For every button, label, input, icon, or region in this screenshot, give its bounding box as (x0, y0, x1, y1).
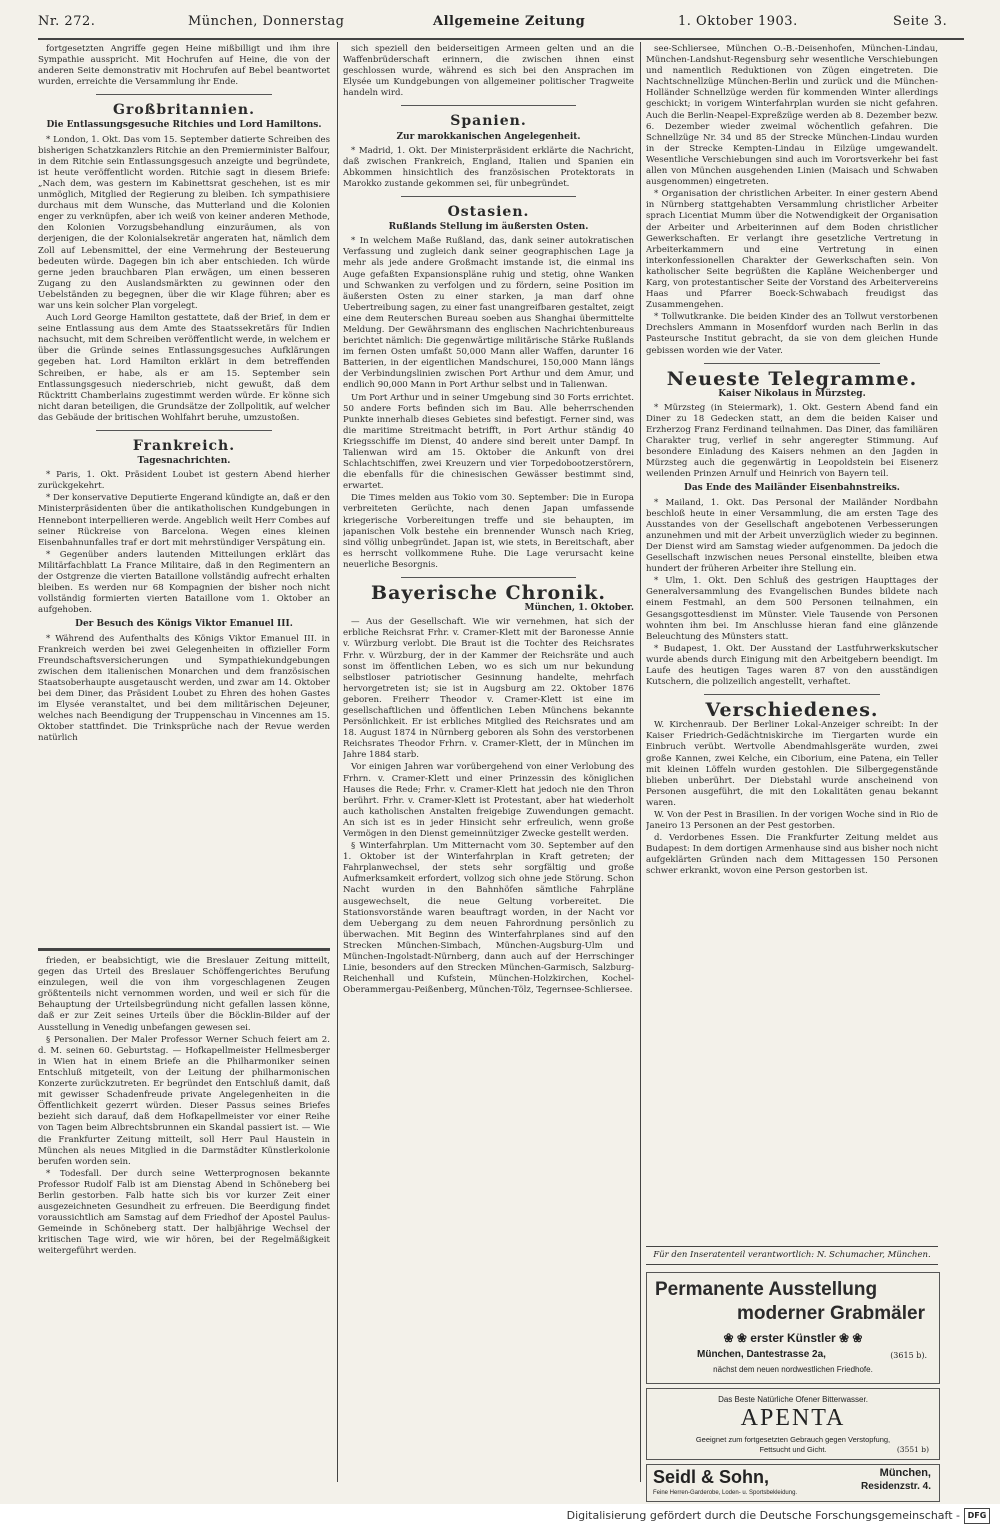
article-text: * Mürzsteg (in Steiermark), 1. Okt. Gestern Abend fand ein Diner zu 18 Gedecken statt, an dem die beiden Kaiser und Erzherzog Franz Ferdinand teilnahmen. Das Diner, das familiären Charakter trug, verlief in sehr angeregter Stimmung. Auf besondere Einladung des Kaisers nehmen an den Jagden in Mürzsteg auch die gegenwärtig in Leopoldstein bei Eisenerz weilenden Prinzen Arnulf und Heinrich von Bayern teil. (646, 402, 938, 480)
article-text: § Winterfahrplan. Um Mitternacht vom 30. September auf den 1. Oktober ist der Winterfahrplan in Kraft getreten; der Fahrplanwechsel, der stets sehr sorgfältig und große Aufmerksamkeit erfordert, vollzog sich ohne jede Störung. Schon Nacht wurden in den Bahnhöfen sämtliche Fahrpläne ausgewechselt, die neue Geltung vorbereitet. Die Stationsvorstände waren beauftragt worden, in der Nacht vor dem Uebergang zu dem neuen Fahrordnung persönlich zu überwachen. Mit Beginn des Winterfahrplanes sind auf den Strecken München-Simbach, München-Augsburg-Ulm und München-Ingolstadt-Nürnberg, dann auch auf der Herrschinger Linie, besonders auf den Strecken München-Garmisch, Salzburg-Reichenhall und Kufstein, München-Holzkirchen, Kochel-Oberammergau-Peißenberg, München-Tölz, Tegernsee-Schliersee. (343, 841, 634, 996)
section-heading: Verschiedenes. (705, 699, 879, 722)
article-text: — Aus der Gesellschaft. Wie wir vernehmen, hat sich der erbliche Reichsrat Frhr. v. Cramer-Klett mit der Baronesse Annie v. Würzburg verlobt. Die Braut ist die Tochter des Reichsrates Frhr. v. Würzburg, der in der Kammer der Reichsräte und auch sonst im öffentlichen Leben, wo es sich um nur bekundung selbstloser patriotischer Gesinnung handelte, mehrfach hervorgetreten ist; sie ist in Augsburg am 22. Oktober 1876 geboren. Freiherr Theodor v. Cramer-Klett ist eine im gesellschaftlichen und öffentlichen Leben Münchens bekannte Persönlichkeit. Er ist erbliches Mitglied des Reichsrates und am 18. August 1874 in Nürnberg geboren als Sohn des verstorbenen Reichsrates Theodor Frhrn. v. Cramer-Klett, der in München im Jahre 1884 starb. (343, 617, 634, 761)
column-2 (343, 44, 634, 1482)
article-text: fortgesetzten Angriffe gegen Heine mißbilligt und ihm ihre Sympathie ausspricht. Mit Hochrufen auf Heine, die von der anderen Seite demonstrativ mit Hochrufen auf Bebel beantwortet wurden, erreichte die Versammlung ihr Ende. (38, 44, 330, 88)
article-text: * Tollwutkranke. Die beiden Kinder des an Tollwut verstorbenen Drechslers Ammann in Mosenfdorf wurden nach Berlin in das Pasteursche Institut gebracht, da sie von dem gleichen Hunde gebissen worden wie der Vater. (646, 312, 938, 356)
article-text: § Personalien. Der Maler Professor Werner Schuch feiert am 2. d. M. seinen 60. Geburtstag. — Hofkapellmeister Hellmesberger in Wien hat in einem Briefe an die Philharmoniker seinen Entschluß mitgeteilt, von der Leitung der philharmonischen Konzerte zurückzutreten. Er begründet den Entschluß damit, daß mit gewisser Schadenfreude private Angelegenheiten in die Öffentlichkeit gezerrt würden. Dieser Passus seines Briefes bezieht sich darauf, daß dem Hofkapellmeister vor einer Reihe von Tagen beim Albrechtsbrunnen ein Skandal passiert ist. — Wie die Frankfurter Zeitung mitteilt, soll Herr Paul Haustein in München als neues Mitglied in die Darmstädter Künstlerkolonie berufen worden sein. (38, 1034, 330, 1167)
ad-note: Geeignet zum fortgesetzten Gebrauch gegen Verstopfung, (695, 1435, 891, 1444)
column-divider (640, 42, 641, 1482)
digitization-footer (0, 1504, 1000, 1526)
article-text: * Organisation der christlichen Arbeiter. In einer gestern Abend in Nürnberg stattgehabten Versammlung christlicher Arbeiter sprach Licentiat Mumm über die Notwendigkeit der Organisation der Arbeiter und Arbeiterinnen auf dem Boden christlicher Gewerkschaften. Er verlangt ihre gesetzliche Vertretung in Arbeiterkammern und eine Vertretung in einen interkonfessionellen Charakter der Gewerkschaften sein. Von katholischer Seite begrüßten die Kapläne Weichenberger und Karg, von protestantischer Seite der Vorstand des Arbeitervereins Haas und Pfarrer Boeck-Schwabach freudigst das Zusammengehen. (646, 189, 938, 311)
ad-note: Feine Herren-Garderobe, Loden- u. Sportsbekleidung. (653, 1490, 798, 1496)
section-heading: Frankreich. (132, 438, 236, 454)
article-heading: Die Entlassungsgesuche Ritchies und Lord Hamiltons. (46, 120, 322, 131)
feuilleton-rule (38, 948, 330, 951)
article-heading: Tagesnachrichten. (137, 456, 231, 467)
header-rule (38, 38, 964, 40)
ad-brand: APENTA (740, 1405, 846, 1431)
article-text: * Todesfall. Der durch seine Wetterprognosen bekannte Professor Rudolf Falb ist am Dienstag Abend in Schöneberg bei Berlin gestorben. Falb hatte sich bis vor kurzer Zeit einer ausgezeichneten Gesundheit zu erfreuen. Die Beerdigung findet voraussichtlich am Samstag auf dem Friedhof der Apostel Paulus-Gemeinde in Schöneberg statt. Der halbjährige Wechsel der kritischen Tage wird, wie wir hören, bei der Regelmäßigkeit weitergeführt werden. (38, 1168, 330, 1257)
ad-headline: Permanente Ausstellung (655, 1279, 878, 1300)
issue-date: 1. Oktober 1903. (678, 14, 798, 29)
article-heading: Rußlands Stellung im äußersten Osten. (388, 222, 589, 233)
article-text: * Gegenüber anders lautenden Mitteilungen erklärt das Militärfachblatt La France Militaire, daß in den Regimentern an der Ostgrenze die vierten Bataillone vollständig aufrecht erhalten bleiben. Es werden nur 68 Kompagnien der bisher noch nicht vollständig formierten vierten Bataillone vom 1. Oktober an aufgehoben. (38, 549, 330, 616)
ad-headline: moderner Grabmäler (737, 1303, 925, 1324)
ad-note: Fettsucht und Gicht. (759, 1445, 827, 1454)
ad-code: (3551 b) (896, 1445, 929, 1454)
article-text: * London, 1. Okt. Das vom 15. September datierte Schreiben des bisherigen Schatzkanzlers Ritchie an den Premierminister Balfour, in dem Ritchie sein Entlassungsgesuch anzeigte und begründete, ist heute veröffentlicht worden. Ritchie sagt in diesem Briefe: „Nach dem, was gestern im Kabinettsrat geschehen, ist es mir unmöglich, Mitglied der Regierung zu bleiben. Ich sympathisiere durchaus mit dem Wunsche, das Mutterland und die Kolonien enger zu verknüpfen, aber ich weiß von keiner anderen Methode, den Kolonien Vorzugsbehandlung einzuräumen, als von derjenigen, die der Kolonialsekretär angeraten hat, nämlich dem Zoll auf Lebensmittel, der eine Vermehrung der Besteuerung bedeuten würde. Dagegen bin ich aber entschieden. Ich würde gerne jeden brauchbaren Plan erwägen, um einen besseren Zugang zu den Auslandsmärkten zu gewinnen oder den Uebelständen zu begegnen, über die wir Klage führen; aber es war uns kein solcher Plan vorgelegt. (38, 134, 330, 311)
advertisement-grabmaeler (646, 1272, 940, 1384)
ad-address: München, Dantestrasse 2a, (697, 1349, 826, 1360)
issue-number: Nr. 272. (38, 14, 96, 29)
article-heading: Zur marokkanischen Angelegenheit. (396, 131, 581, 142)
ad-note: nächst dem neuen nordwestlichen Friedhofe. (713, 1365, 873, 1374)
column-1-top (38, 44, 330, 944)
section-heading: Ostasien. (447, 204, 530, 221)
imprint-rule (646, 1264, 938, 1265)
section-divider (96, 430, 271, 431)
article-text: * Mailand, 1. Okt. Das Personal der Mailänder Nordbahn beschloß heute in einer Versammlung, die am ersten Tage des Ausstandes von der Gesellschaft angebotenen Verbesserungen anzunehmen und mit der Arbeit unverzüglich wieder zu beginnen. Der Dienst wird am Samstag wieder aufgenommen. Da jedoch die Gesellschaft inzwischen neues Personal einstellte, bleiben etwa hundert der früheren Arbeiter ihre Stellung ein. (646, 497, 938, 575)
imprint-rule (646, 1246, 938, 1247)
article-text: * Während des Aufenthalts des Königs Viktor Emanuel III. in Frankreich werden bei zwei Gelegenheiten in offizieller Form Freundschaftsversicherungen und Sympathiekundgebungen zwischen dem italienischen Monarchen und dem französischen Staatsoberhaupte ausgetauscht werden, und zwar am 14. Oktober bei dem Diner, das Präsident Loubet zu Ehren des hohen Gastes im Elysée veranstaltet, und bei dem militärischen Dejeuner, welches nach Beendigung der Truppenschau in Vincennes am 15. Oktober stattfindet. Die Trinksprüche nach der Revue werden natürlich (38, 633, 330, 744)
section-heading: Spanien. (450, 113, 527, 130)
place-day: München, Donnerstag (188, 14, 345, 29)
page-number: Seite 3. (893, 14, 948, 29)
ad-brand: Seidl & Sohn, (653, 1467, 770, 1487)
dateline: München, 1. Oktober. (524, 603, 634, 614)
article-text: * Paris, 1. Okt. Präsident Loubet ist gestern Abend hierher zurückgekehrt. (38, 470, 330, 492)
section-divider (401, 105, 576, 106)
column-divider (337, 42, 338, 1482)
article-text: see-Schliersee, München O.-B.-Deisenhofen, München-Lindau, München-Landshut-Regensburg sehr wesentliche Verschiebungen und namentlich Reduktionen von Zügen eingetreten. Die Nachtschnellzüge München-Berlin und zurück und die München-Holländer Schnellzüge werden für kommenden Winter allerdings geschickt; in vorigem Winterfahrplan wurden sie nicht gefahren. Auch die Berlin-Neapel-Expreßzüge werden ab 8. Dezember bezw. 6. Dezember wieder zweimal wöchentlich gefahren. Die Schnellzüge Nr. 34 und 85 der Strecke München-Lindau wurden in der Strecke Kempten-Lindau in Eilzüge umgewandelt. Wesentliche Verschiebungen sind auch im Vorortsverkehr bei fast allen von München ausgehenden Linien (Maisach und Schwaben ausgenommen) eingetreten. (646, 44, 938, 188)
article-text: frieden, er beabsichtigt, wie die Breslauer Zeitung mitteilt, gegen das Urteil des Breslauer Schöffengerichtes Berufung einzulegen, weil die von ihm vorgeschlagenen Zeugen größtenteils nicht vernommen worden, und weil er sich für die Behauptung der Urteilsbegründung nicht gefallen lassen könne, daß er zur Zeit seines Urteils über die Böcklin-Bilder auf der Ausstellung in Venedig unbefangen gewesen sei. (38, 956, 330, 1033)
section-divider (401, 577, 576, 578)
article-text: Die Times melden aus Tokio vom 30. September: Die in Europa verbreiteten Gerüchte, nach denen Japan umfassende kriegerische Vorbereitungen treffe und sie behaupten, im japanischen Volk bestehe ein brennender Wunsch nach Krieg, sind völlig unbegründet. Japan ist, wie stets, in Bereitschaft, aber es herrscht vollkommene Ruhe. Die Lage verursacht keine neuerliche Besorgnis. (343, 493, 634, 570)
article-text: * Der konservative Deputierte Engerand kündigte an, daß er den Ministerpräsidenten über die antikatholischen Kundgebungen in Hennebont interpellieren werde. Angeblich weilt Herr Combes auf seiner Rückreise von Barcelona. Wegen eines kleinen Eisenbahnunfalles traf er dort mit mehrstündiger Verspätung ein. (38, 493, 330, 548)
article-heading: Das Ende des Mailänder Eisenbahnstreiks. (684, 483, 900, 494)
ad-code: (3615 b). (890, 1351, 927, 1360)
section-divider (704, 694, 879, 695)
article-text: Vor einigen Jahren war vorübergehend von einer Verlobung des Frhrn. v. Cramer-Klett und einer Prinzessin des königlichen Hauses die Rede; Frhr. v. Cramer-Klett hat jedoch nie den Thron berührt. Frhr. v. Cramer-Klett ist Protestant, aber hat wiederholt auch katholischen Anstalten freigebige Zuwendungen gemacht. An sich ist es in jeder Hinsicht sehr erfreulich, wenn große Vermögen in den Dienst gemeinnütziger Zwecke gestellt werden. (343, 762, 634, 839)
article-text: * In welchem Maße Rußland, das, dank seiner autokratischen Verfassung und zugleich dank seiner geographischen Lage ja mehr als jede andere Großmacht imstande ist, die einmal ins Auge gefaßten Expansionspläne ruhig und stetig, ohne Wanken und Schwanken zu verfolgen und zu fördern, seine Position im äußersten Osten zu einer starken, ja man darf ohne Uebertreibung sagen, zu einer fast unangreifbaren gestaltet, zeigt eine dem Reuterschen Bureau soeben aus Shanghai übermittelte Meldung. Der Gewährsmann des englischen Nachrichtenbureaus berichtet nämlich: Die gegenwärtige militärische Stärke Rußlands im fernen Osten umfaßt 50,000 Mann aller Waffen, darunter 16 Batterien, in der eigentlichen Mandschurei, 150,000 Mann längs der Verbindungslinien zwischen Port Arthur und dem Amur, und endlich 90,000 Mann in Port Arthur selbst und in Talienwan. (343, 236, 634, 391)
article-text: * Budapest, 1. Okt. Der Ausstand der Lastfuhrwerkskutscher wurde abends durch Einigung mit den Arbeitgebern beendigt. Im Laufe des heutigen Tages waren 87 von den ausständigen Kutschern, die polizeilich angestellt, verhaftet. (646, 643, 938, 688)
article-text: Auch Lord George Hamilton gestattete, daß der Brief, in dem er seine Entlassung aus dem Amte des Staatssekretärs für Indien nachsucht, mit dem Schreiben veröffentlicht werde, in welchem er über die Gründe seines Entlassungsgesuches Aufklärungen gegeben hat. Lord Hamilton erklärt in dem betreffenden Schreiben, er habe, als er am 15. September sein Entlassungsgesuch niederschrieb, nicht gewußt, daß dem Rücktritt Chamberlains zugestimmt werden würde. Er könne sich nicht daran beteiligen, die Grundsätze der Zollpolitik, auf welcher das Gebäude der britischen Wohlfahrt beruhe, umzustoßen. (38, 313, 330, 423)
footer-credit: Digitalisierung gefördert durch die Deutsche Forschungsgemeinschaft - (566, 1509, 960, 1522)
ad-tagline: Das Beste Natürliche Ofener Bitterwasser. (718, 1395, 868, 1404)
article-text: * Madrid, 1. Okt. Der Ministerpräsident erklärte die Nachricht, daß zwischen Frankreich, England, Italien und Spanien ein Abkommen hinsichtlich des französischen Protektorats in Marokko zustande gekommen sei, für unbegründet. (343, 145, 634, 189)
ad-address: Residenzstr. 4. (860, 1481, 931, 1492)
article-text: sich speziell den beiderseitigen Armeen gelten und an die Waffenbrüderschaft erinnern, die zwischen ihnen einst geschlossen wurde, während es sich bei den Ansprachen im Elysée um Kundgebungen von allgemeiner politischer Tragweite handeln wird. (343, 44, 634, 99)
ad-city: München, (879, 1467, 931, 1479)
article-text: W. Von der Pest in Brasilien. In der vorigen Woche sind in Rio de Janeiro 13 Personen an der Pest gestorben. (646, 810, 938, 832)
article-text: * Ulm, 1. Okt. Den Schluß des gestrigen Haupttages der Generalversammlung des Evangelischen Bundes bildete nach einem Festmahl, an dem 500 Personen teilnahmen, ein Gesangsgottesdienst im Münster. Viele Tausende von Personen wohnten ihm bei. Im Anschlusse hieran fand eine glänzende Beleuchtung des Münsters statt. (646, 576, 938, 642)
article-text: W. Kirchenraub. Der Berliner Lokal-Anzeiger schreibt: In der Kaiser Friedrich-Gedächtniskirche im Tiergarten wurde ein Einbruch verübt. Wertvolle Abendmahlsgeräte wurden, zwei große Kannen, zwei Kelche, ein Ciborium, eine Patena, ein Teller mit kleinen Löffeln wurden gestohlen. Die Silbergegenstände blieben unberührt. Der Diebstahl wurde anscheinend von Personen ausgeführt, die mit den Lokalitäten genau bekannt waren. (646, 720, 938, 808)
column-3 (646, 44, 938, 1044)
article-heading: Der Besuch des Königs Viktor Emanuel III. (75, 619, 293, 630)
dfg-logo: DFG (964, 1508, 990, 1524)
advertisement-apenta (646, 1388, 940, 1460)
ad-subline: ❀ ❀ erster Künstler ❀ ❀ (723, 1331, 863, 1345)
imprint-note: Für den Inseratenteil verantwortlich: N. Schumacher, München. (653, 1250, 931, 1260)
article-text: d. Verdorbenes Essen. Die Frankfurter Zeitung meldet aus Budapest: In dem dortigen Armenhause sind aus bisher noch nicht aufgeklärten Gründen nach dem Mittagessen 150 Personen schwer erkrankt, wovon eine Person gestorben ist. (646, 833, 938, 877)
section-heading: Großbritannien. (113, 102, 255, 119)
section-divider (401, 196, 576, 197)
section-heading: Neueste Telegramme. (666, 367, 918, 390)
section-divider (704, 363, 879, 364)
section-divider (96, 94, 271, 95)
article-text: Um Port Arthur und in seiner Umgebung sind 30 Forts errichtet. 50 andere Forts befinden sich im Bau. Alle beherrschenden Punkte innerhalb dieses Gebietes sind befestigt. Ferner sind, was die maritime Streitmacht betrifft, in Port Arthur ständig 40 Kriegsschiffe im Dienst, 40 andere sind bereit unter Dampf. In Talienwan wird am 15. Oktober die Ankunft von drei Schlachtschiffen, zwei Kreuzern und vier Torpedobootzerstörern, die ebenfalls für die chinesischen Gewässer bestimmt sind, erwartet. (343, 392, 634, 492)
page-header (38, 14, 964, 36)
article-heading: Kaiser Nikolaus in Mürzsteg. (718, 388, 866, 399)
advertisement-seidl (646, 1464, 940, 1502)
section-heading: Bayerische Chronik. (371, 582, 606, 605)
newspaper-title: Allgemeine Zeitung (433, 14, 586, 29)
column-1-bottom (38, 956, 330, 1482)
